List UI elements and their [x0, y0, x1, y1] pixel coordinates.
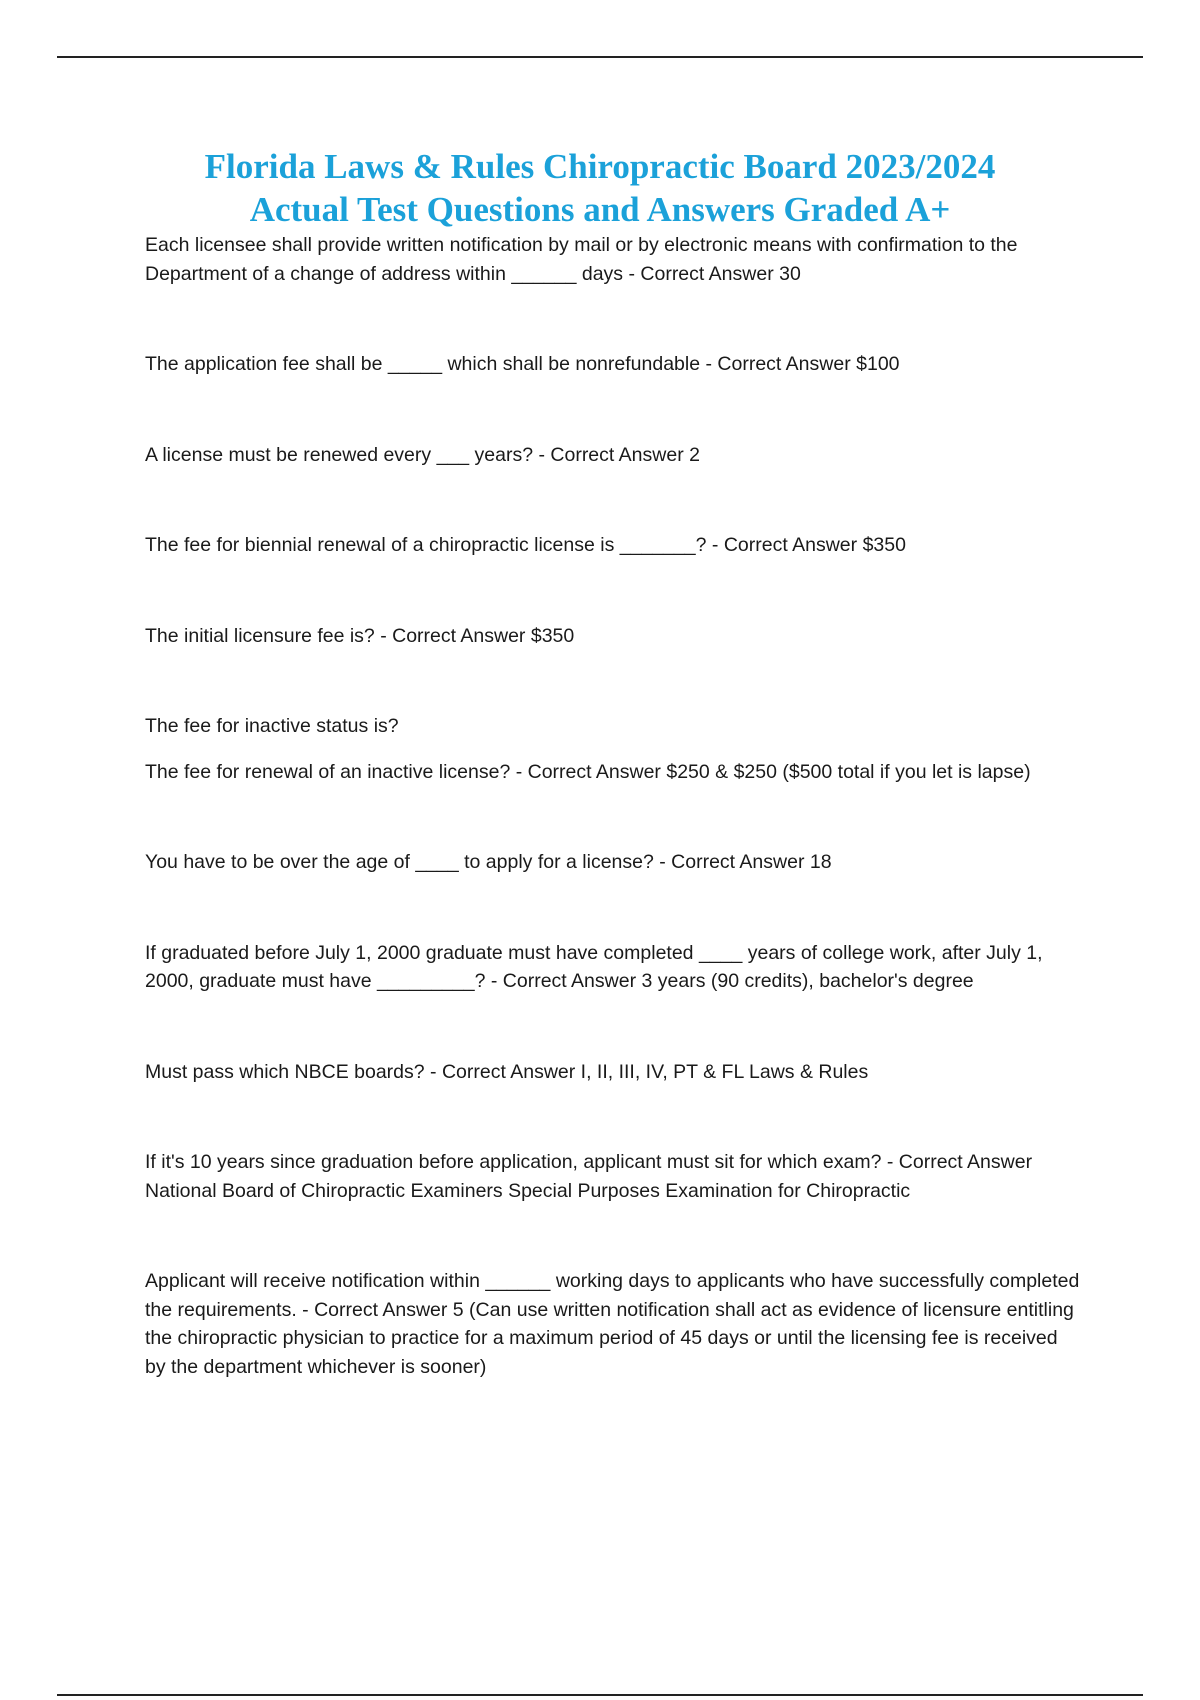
- question-text: Must pass which NBCE boards?: [145, 1060, 425, 1083]
- question-text: You have to be over the age of ____ to apply for a license?: [145, 851, 654, 873]
- question-text: Each licensee shall provide written notification by mail or by electronic means with confirmation to the Department of a change of address within ______ days: [145, 234, 1018, 285]
- answer-prefix: - Correct Answer: [881, 1151, 1033, 1173]
- answer-prefix: - Correct Answer: [296, 1298, 453, 1321]
- answer-prefix: - Correct Answer: [700, 353, 857, 375]
- top-rule: [57, 56, 1143, 58]
- answer-text: 30: [779, 262, 801, 285]
- qa-item: [145, 531, 1080, 560]
- answer-prefix: - Correct Answer: [706, 534, 863, 556]
- title-line-1: Florida Laws & Rules Chiropractic Board 2023/2024: [204, 147, 996, 186]
- question-text: A license must be renewed every ___ years?: [145, 443, 534, 466]
- question-answer-list: [145, 231, 1080, 1443]
- qa-item: [145, 622, 1080, 651]
- qa-item: [145, 1148, 1080, 1205]
- question-text: If it's 10 years since graduation before application, applicant must sit for which exam?: [145, 1151, 882, 1173]
- qa-item: [145, 231, 1080, 288]
- qa-item: [145, 1267, 1080, 1381]
- answer-text: 3 years (90 credits), bachelor's degree: [641, 970, 974, 992]
- answer-prefix: - Correct Answer: [653, 851, 810, 873]
- answer-prefix: - Correct Answer: [533, 443, 690, 466]
- answer-text: $350: [862, 534, 906, 556]
- qa-item: [145, 758, 1080, 787]
- question-text: If graduated before July 1, 2000 graduate must have completed ____ years of college work, after July 1, 2000, graduate must have _________?: [145, 941, 1043, 992]
- answer-text: $350: [530, 624, 575, 647]
- question-text: Applicant will receive notification within ______ working days to applicants who have successfully completed the requirements.: [145, 1270, 1080, 1321]
- document-title: [100, 145, 1100, 231]
- qa-item: [145, 441, 1080, 470]
- question-text: The initial licensure fee is?: [145, 624, 375, 647]
- qa-item: [145, 350, 1080, 379]
- answer-prefix: - Correct Answer: [424, 1060, 581, 1083]
- answer-text: 2: [689, 443, 700, 466]
- answer-text: National Board of Chiropractic Examiners Special Purposes Examination for Chiropractic: [145, 1179, 911, 1202]
- bottom-rule: [57, 1694, 1143, 1696]
- answer-prefix: - Correct Answer: [510, 760, 667, 783]
- answer-text: I, II, III, IV, PT & FL Laws & Rules: [580, 1060, 869, 1083]
- qa-item: [145, 1058, 1080, 1087]
- title-line-2: Actual Test Questions and Answers Graded A+: [249, 190, 951, 229]
- question-text: The fee for renewal of an inactive license?: [145, 760, 511, 783]
- question-text: The fee for inactive status is?: [145, 715, 399, 737]
- answer-text: $250 & $250 ($500 total if you let is lapse): [666, 760, 1031, 783]
- answer-text: $100: [856, 353, 900, 375]
- qa-item: [145, 712, 1080, 741]
- question-text: The fee for biennial renewal of a chiropractic license is _______?: [145, 534, 707, 556]
- answer-text: 18: [809, 851, 832, 873]
- answer-prefix: - Correct Answer: [374, 624, 531, 647]
- answer-prefix: - Correct Answer: [485, 970, 642, 992]
- qa-item: [145, 939, 1080, 996]
- answer-text: 5 (Can use written notification shall act as evidence of licensure entitling the chiropractic physician to practice for a maximum period of 45 days or until the licensing fee is received by the department whichever is sooner): [145, 1298, 1074, 1378]
- qa-item: [145, 848, 1080, 877]
- answer-prefix: - Correct Answer: [623, 262, 780, 285]
- question-text: The application fee shall be _____ which shall be nonrefundable: [145, 353, 701, 375]
